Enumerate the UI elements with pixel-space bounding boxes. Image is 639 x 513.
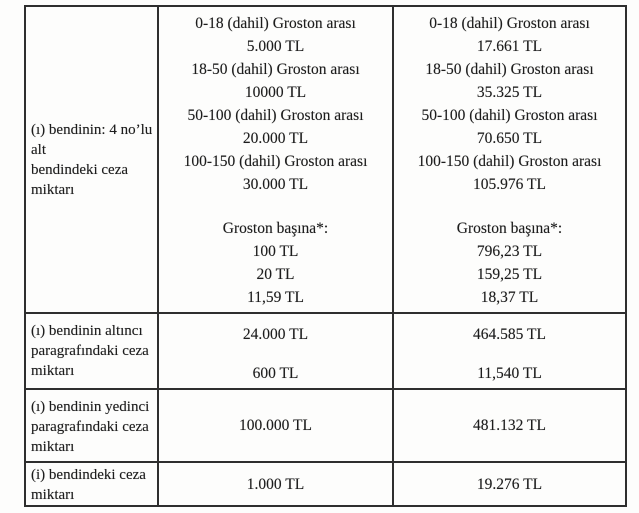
blank-line [159,196,392,217]
base-amount-cell [159,463,394,505]
cell-text-line: (ı) bendinin altıncı [31,323,143,339]
adjusted-amount-cell [394,463,625,505]
cell-text-line: 10000 TL [244,84,307,101]
table-row-ı-altıncı-paragraf [26,312,625,388]
cell-text-line: (i) bendindeki ceza [31,467,146,483]
cell-text-line: paragrafındaki ceza [31,343,149,359]
cell-text-line: 18,37 TL [480,289,539,306]
cell-text-line: 100.000 TL [239,417,312,434]
cell-text-line: 18-50 (dahil) Groston arası [191,61,360,78]
penalty-table [24,5,627,507]
cell-text-line: 100 TL [252,243,299,260]
cell-text-line: 796,23 TL [476,243,543,260]
cell-text-line: 0-18 (dahil) Groston arası [429,15,590,32]
cell-text-line: 100-150 (dahil) Groston arası [183,153,368,170]
cell-text-line: Groston başına*: [456,220,563,237]
adjusted-amount-cell [394,390,625,461]
base-amount-cell [159,314,394,388]
base-amount-cell [159,390,394,461]
cell-text-line: miktarı [31,363,75,379]
table-row-ı-4-alt-bent [26,7,625,312]
cell-text-line: 105.976 TL [473,176,546,193]
row-label-cell [26,463,159,505]
cell-text-line: Groston başına*: [222,220,329,237]
adjusted-amount-cell [394,314,625,388]
cell-text-line: 1.000 TL [246,475,305,493]
cell-text-line: 159,25 TL [476,266,543,283]
cell-text-line: 19.276 TL [476,475,543,493]
table-row-i-bent [26,461,625,505]
cell-text-line: 11,59 TL [247,289,304,306]
cell-text-line: 35.325 TL [476,84,543,101]
row-label-cell [26,7,159,312]
blank-line [159,347,392,362]
cell-text-line: 0-18 (dahil) Groston arası [195,15,356,32]
cell-text-line: 481.132 TL [473,417,546,434]
cell-text-line: 11,540 TL [477,365,542,382]
adjusted-amount-cell [394,7,625,312]
cell-text-line: bendindeki ceza miktarı [31,161,129,198]
cell-text-line: (ı) bendinin yedinci [31,399,150,415]
cell-text-line: 5.000 TL [246,38,305,55]
cell-text-line: miktarı [31,439,75,455]
blank-line [394,196,625,217]
cell-text-line: paragrafındaki ceza [31,419,149,435]
cell-text-line: (ı) bendinin: 4 no’lu alt [31,121,153,158]
cell-text-line: 17.661 TL [476,38,543,55]
cell-text-line: 18-50 (dahil) Groston arası [425,61,594,78]
row-label-cell [26,314,159,388]
cell-text-line: 20.000 TL [242,130,309,147]
cell-text-line: 464.585 TL [473,326,546,343]
cell-text-line: 50-100 (dahil) Groston arası [421,107,598,124]
cell-text-line: miktarı [31,487,75,503]
cell-text-line: 30.000 TL [242,176,309,193]
row-label-cell [26,390,159,461]
base-amount-cell [159,7,394,312]
cell-text-line: 24.000 TL [242,326,309,343]
cell-text-line: 100-150 (dahil) Groston arası [417,153,602,170]
cell-text-line: 600 TL [252,365,299,382]
blank-line [394,347,625,362]
cell-text-line: 70.650 TL [476,130,543,147]
table-row-ı-yedinci-paragraf [26,388,625,461]
cell-text-line: 20 TL [256,266,295,283]
cell-text-line: 50-100 (dahil) Groston arası [187,107,364,124]
